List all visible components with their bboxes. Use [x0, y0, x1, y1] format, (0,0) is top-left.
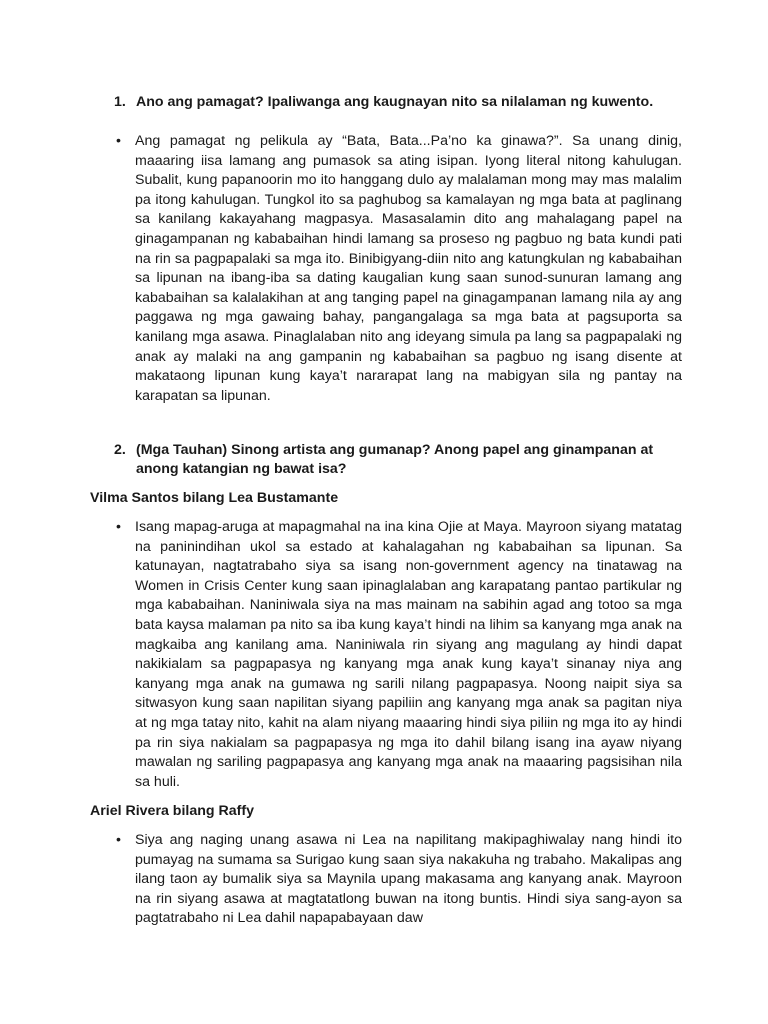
character-2-heading: Ariel Rivera bilang Raffy: [90, 803, 254, 819]
question-2-text: (Mga Tauhan) Sinong artista ang gumanap? Anong papel ang ginampanan at anong katangian ng bawat isa?: [136, 442, 654, 477]
character-1-item: [116, 518, 682, 792]
answer-1-text: Ang pamagat ng pelikula ay “Bata, Bata...Pa’no ka ginawa?”. Sa unang dinig, maaaring iisa lamang ang pumasok sa ating isipan. Iyong literal nitong kahulugan. Subalit, kung papanoorin mo ito hanggang dulo ay malalaman mong may mas malalim pa itong kahulugan. Tungkol ito sa paghubog sa kamalayan ng mga bata at paglinang sa kanilang kakayahang magpasya. Masasalamin dito ang mahalagang papel na ginagampanan ng kababaihan hindi lamang sa proseso ng pagbuo ng bata kundi pati na rin sa pagpapalaki sa mga ito. Binibigyang-diin nito ang katungkulan ng kababaihan sa lipunan na ibang-iba sa dating kaugalian kung saan sunod-sunuran lamang ang kababaihan sa kalalakihan at ang tanging papel na ginagampanan lamang nila ay ang paggawa ng mga gawaing bahay, pangangalaga sa mga bata at pagsuporta sa kanilang mga asawa. Pinaglalaban nito ang ideyang simula pa lang sa pagpapalaki ng anak ay malaki na ang gampanin ng kababaihan sa pagbuo ng isang disente at makataong lipunan kung kaya’t nararapat lang na mabigyan sila ng pantay na karapatan sa lipunan.: [135, 133, 682, 404]
question-2: [114, 441, 684, 479]
character-2-description: Siya ang naging unang asawa ni Lea na napilitang makipaghiwalay nang hindi ito pumayag na sumama sa Surigao kung saan siya nakakuha ng trabaho. Makalipas ang ilang taon ay bumalik siya sa Maynila upang makasama ang kanyang anak. Mayroon na rin siyang asawa at magtatatlong buwan na itong buntis. Hindi siya sang-ayon sa pagtatrabaho ni Lea dahil napapabayaan daw: [135, 832, 682, 927]
bullet-icon: •: [116, 133, 121, 149]
character-2-item: [116, 831, 682, 929]
question-1-text: Ano ang pamagat? Ipaliwanga ang kaugnayan nito sa nilalaman ng kuwento.: [136, 94, 654, 110]
question-1-number: 1.: [114, 94, 126, 110]
character-1-description: Isang mapag-aruga at mapagmahal na ina kina Ojie at Maya. Mayroon siyang matatag na paninindihan ukol sa estado at kahalagahan ng kababaihan sa lipunan. Sa katunayan, nagtatrabaho siya sa isang non-government agency na tinatawag na Women in Crisis Center kung saan ipinaglalaban ang karapatang pantao partikular ng mga kababaihan. Naniniwala siya na mas mainam na sabihin agad ang totoo sa mga bata kaysa malaman pa nito sa iba kung kaya’t hindi na lihim sa kanyang mga anak na magkaiba ang kanilang ama. Naniniwala rin siyang ang magulang ay hindi dapat nakikialam sa pagpapasya ng kanyang mga anak kung kaya’t sinanay niya ang kanyang mga anak na gumawa ng sarili nilang pagpapasya. Noong naipit siya sa sitwasyon kung saan napilitan siyang papiliin ang kanyang mga anak sa pagitan niya at ng mga tatay nito, kahit na alam niyang maaaring hindi siya piliin ng mga ito ay hindi pa rin siya nakialam sa pagpapasya ng mga ito dahil bilang isang ina ayaw niyang mawalan ng sariling pagpapasya ang kanyang mga anak na maaaring pagsisihan nila sa huli.: [135, 519, 682, 790]
answer-1-item: [116, 132, 682, 406]
question-1: [114, 93, 684, 112]
bullet-icon: •: [116, 832, 121, 848]
question-2-number: 2.: [114, 442, 126, 458]
bullet-icon: •: [116, 519, 121, 535]
character-1-heading: Vilma Santos bilang Lea Bustamante: [90, 490, 339, 506]
